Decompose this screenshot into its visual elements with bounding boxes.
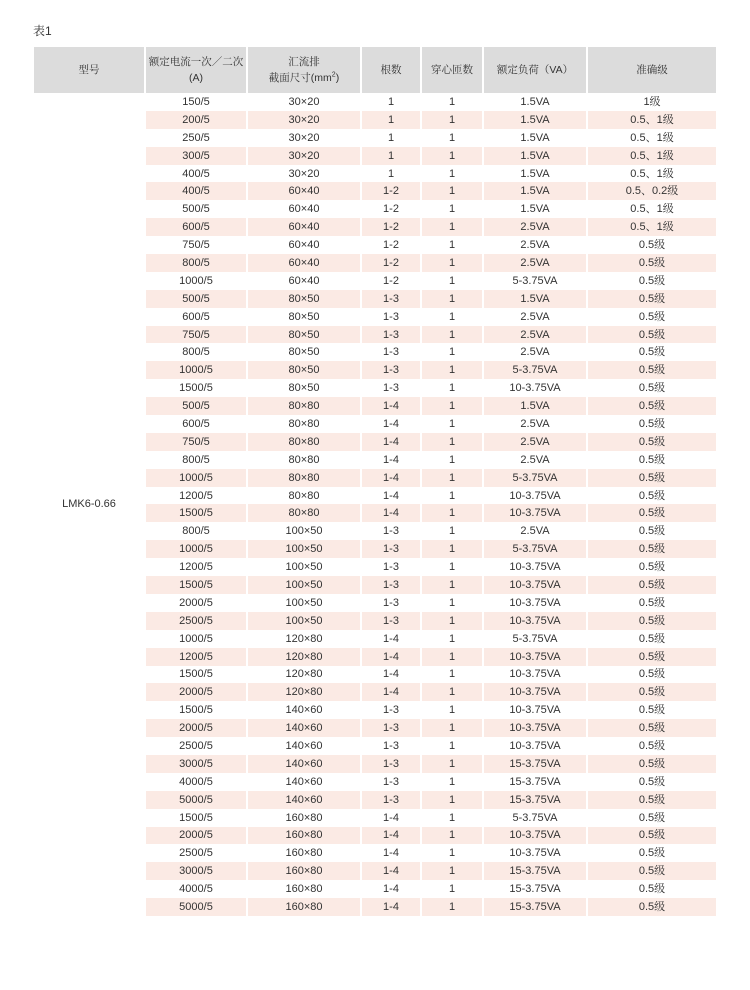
cell-accuracy-class: 0.5级 <box>588 844 716 862</box>
cell-rated-load: 15-3.75VA <box>484 898 588 916</box>
cell-count: 1-3 <box>362 326 422 344</box>
cell-accuracy-class: 0.5级 <box>588 397 716 415</box>
cell-busbar-size: 80×80 <box>248 433 362 451</box>
cell-busbar-size: 160×80 <box>248 809 362 827</box>
cell-busbar-size: 100×50 <box>248 522 362 540</box>
cell-accuracy-class: 0.5级 <box>588 683 716 701</box>
cell-rated-current: 600/5 <box>146 218 248 236</box>
cell-count: 1-4 <box>362 397 422 415</box>
cell-count: 1 <box>362 147 422 165</box>
cell-accuracy-class: 0.5级 <box>588 361 716 379</box>
cell-busbar-size: 60×40 <box>248 218 362 236</box>
cell-count: 1-3 <box>362 737 422 755</box>
cell-busbar-size: 140×60 <box>248 701 362 719</box>
cell-rated-load: 1.5VA <box>484 165 588 183</box>
cell-rated-current: 2000/5 <box>146 827 248 845</box>
cell-accuracy-class: 0.5级 <box>588 272 716 290</box>
cell-accuracy-class: 0.5级 <box>588 236 716 254</box>
cell-rated-current: 1500/5 <box>146 379 248 397</box>
cell-rated-load: 10-3.75VA <box>484 844 588 862</box>
cell-rated-current: 1000/5 <box>146 272 248 290</box>
cell-rated-current: 750/5 <box>146 236 248 254</box>
cell-rated-current: 2000/5 <box>146 683 248 701</box>
cell-busbar-size: 80×50 <box>248 361 362 379</box>
cell-accuracy-class: 0.5级 <box>588 540 716 558</box>
cell-rated-load: 10-3.75VA <box>484 504 588 522</box>
cell-rated-load: 15-3.75VA <box>484 862 588 880</box>
cell-rated-current: 1500/5 <box>146 666 248 684</box>
cell-busbar-size: 80×80 <box>248 504 362 522</box>
cell-busbar-size: 80×50 <box>248 379 362 397</box>
cell-count: 1 <box>362 111 422 129</box>
cell-count: 1-2 <box>362 236 422 254</box>
cell-accuracy-class: 0.5级 <box>588 827 716 845</box>
cell-turns: 1 <box>422 182 484 200</box>
cell-count: 1-4 <box>362 433 422 451</box>
cell-count: 1-4 <box>362 809 422 827</box>
cell-turns: 1 <box>422 827 484 845</box>
cell-busbar-size: 140×60 <box>248 773 362 791</box>
cell-accuracy-class: 0.5级 <box>588 612 716 630</box>
cell-busbar-size: 80×80 <box>248 451 362 469</box>
header-accuracy-class: 准确级 <box>588 47 716 93</box>
cell-rated-load: 2.5VA <box>484 343 588 361</box>
cell-turns: 1 <box>422 594 484 612</box>
cell-accuracy-class: 0.5、1级 <box>588 129 716 147</box>
cell-busbar-size: 160×80 <box>248 844 362 862</box>
cell-turns: 1 <box>422 719 484 737</box>
cell-busbar-size: 140×60 <box>248 791 362 809</box>
cell-busbar-size: 120×80 <box>248 630 362 648</box>
cell-rated-load: 10-3.75VA <box>484 612 588 630</box>
cell-accuracy-class: 0.5级 <box>588 809 716 827</box>
cell-rated-current: 2500/5 <box>146 844 248 862</box>
cell-count: 1-3 <box>362 343 422 361</box>
cell-turns: 1 <box>422 809 484 827</box>
cell-rated-load: 2.5VA <box>484 522 588 540</box>
cell-rated-load: 1.5VA <box>484 93 588 111</box>
cell-rated-load: 2.5VA <box>484 254 588 272</box>
cell-turns: 1 <box>422 147 484 165</box>
cell-rated-current: 750/5 <box>146 433 248 451</box>
spec-table <box>34 47 716 916</box>
cell-turns: 1 <box>422 898 484 916</box>
cell-turns: 1 <box>422 236 484 254</box>
cell-turns: 1 <box>422 576 484 594</box>
cell-count: 1-3 <box>362 594 422 612</box>
cell-count: 1-3 <box>362 773 422 791</box>
cell-turns: 1 <box>422 129 484 147</box>
cell-busbar-size: 160×80 <box>248 898 362 916</box>
cell-accuracy-class: 0.5级 <box>588 290 716 308</box>
cell-turns: 1 <box>422 737 484 755</box>
cell-busbar-size: 160×80 <box>248 827 362 845</box>
cell-count: 1-4 <box>362 451 422 469</box>
cell-busbar-size: 80×50 <box>248 290 362 308</box>
cell-busbar-size: 30×20 <box>248 165 362 183</box>
cell-turns: 1 <box>422 862 484 880</box>
cell-rated-current: 750/5 <box>146 326 248 344</box>
cell-rated-current: 1200/5 <box>146 648 248 666</box>
cell-accuracy-class: 0.5级 <box>588 504 716 522</box>
cell-busbar-size: 80×80 <box>248 469 362 487</box>
cell-turns: 1 <box>422 844 484 862</box>
cell-turns: 1 <box>422 308 484 326</box>
cell-turns: 1 <box>422 558 484 576</box>
cell-rated-current: 2500/5 <box>146 737 248 755</box>
cell-count: 1-4 <box>362 683 422 701</box>
cell-busbar-size: 30×20 <box>248 111 362 129</box>
cell-rated-load: 5-3.75VA <box>484 361 588 379</box>
header-count: 根数 <box>362 47 422 93</box>
cell-busbar-size: 140×60 <box>248 755 362 773</box>
cell-busbar-size: 60×40 <box>248 254 362 272</box>
cell-turns: 1 <box>422 200 484 218</box>
cell-turns: 1 <box>422 254 484 272</box>
cell-count: 1-3 <box>362 558 422 576</box>
cell-accuracy-class: 0.5级 <box>588 522 716 540</box>
cell-busbar-size: 60×40 <box>248 272 362 290</box>
cell-accuracy-class: 0.5级 <box>588 791 716 809</box>
cell-count: 1-3 <box>362 308 422 326</box>
cell-turns: 1 <box>422 397 484 415</box>
cell-count: 1-3 <box>362 361 422 379</box>
header-rated-load: 额定负荷（VA） <box>484 47 588 93</box>
cell-rated-load: 15-3.75VA <box>484 791 588 809</box>
cell-busbar-size: 60×40 <box>248 200 362 218</box>
cell-turns: 1 <box>422 326 484 344</box>
cell-rated-current: 800/5 <box>146 254 248 272</box>
cell-model: LMK6-0.66 <box>34 93 146 916</box>
cell-turns: 1 <box>422 701 484 719</box>
cell-busbar-size: 160×80 <box>248 880 362 898</box>
cell-accuracy-class: 0.5级 <box>588 648 716 666</box>
cell-accuracy-class: 0.5级 <box>588 737 716 755</box>
cell-count: 1-4 <box>362 880 422 898</box>
cell-count: 1-2 <box>362 218 422 236</box>
cell-rated-current: 500/5 <box>146 397 248 415</box>
cell-accuracy-class: 0.5、1级 <box>588 200 716 218</box>
cell-rated-current: 2000/5 <box>146 719 248 737</box>
cell-accuracy-class: 0.5、1级 <box>588 111 716 129</box>
cell-rated-load: 15-3.75VA <box>484 773 588 791</box>
cell-busbar-size: 30×20 <box>248 129 362 147</box>
cell-accuracy-class: 0.5级 <box>588 308 716 326</box>
cell-rated-load: 2.5VA <box>484 236 588 254</box>
cell-busbar-size: 120×80 <box>248 683 362 701</box>
cell-rated-current: 4000/5 <box>146 880 248 898</box>
cell-rated-load: 1.5VA <box>484 290 588 308</box>
cell-rated-load: 5-3.75VA <box>484 540 588 558</box>
cell-turns: 1 <box>422 612 484 630</box>
cell-accuracy-class: 0.5级 <box>588 415 716 433</box>
cell-rated-current: 1500/5 <box>146 504 248 522</box>
cell-rated-load: 10-3.75VA <box>484 666 588 684</box>
table-header-row <box>34 47 716 93</box>
cell-count: 1 <box>362 93 422 111</box>
cell-busbar-size: 160×80 <box>248 862 362 880</box>
cell-turns: 1 <box>422 361 484 379</box>
cell-busbar-size: 60×40 <box>248 236 362 254</box>
cell-count: 1 <box>362 165 422 183</box>
cell-turns: 1 <box>422 773 484 791</box>
cell-rated-current: 600/5 <box>146 308 248 326</box>
cell-count: 1-2 <box>362 272 422 290</box>
cell-rated-current: 2000/5 <box>146 594 248 612</box>
cell-rated-load: 1.5VA <box>484 129 588 147</box>
cell-rated-load: 10-3.75VA <box>484 827 588 845</box>
cell-accuracy-class: 0.5级 <box>588 666 716 684</box>
cell-turns: 1 <box>422 683 484 701</box>
cell-count: 1-3 <box>362 540 422 558</box>
cell-busbar-size: 120×80 <box>248 648 362 666</box>
cell-turns: 1 <box>422 630 484 648</box>
cell-busbar-size: 80×80 <box>248 397 362 415</box>
cell-turns: 1 <box>422 433 484 451</box>
cell-busbar-size: 100×50 <box>248 540 362 558</box>
cell-rated-current: 2500/5 <box>146 612 248 630</box>
cell-turns: 1 <box>422 469 484 487</box>
cell-rated-load: 10-3.75VA <box>484 737 588 755</box>
cell-turns: 1 <box>422 111 484 129</box>
cell-accuracy-class: 0.5级 <box>588 558 716 576</box>
cell-busbar-size: 30×20 <box>248 93 362 111</box>
cell-accuracy-class: 0.5级 <box>588 862 716 880</box>
cell-count: 1-3 <box>362 522 422 540</box>
cell-count: 1-3 <box>362 612 422 630</box>
cell-rated-current: 1500/5 <box>146 576 248 594</box>
cell-turns: 1 <box>422 93 484 111</box>
cell-busbar-size: 60×40 <box>248 182 362 200</box>
cell-rated-load: 10-3.75VA <box>484 701 588 719</box>
cell-rated-load: 2.5VA <box>484 326 588 344</box>
cell-rated-current: 1500/5 <box>146 701 248 719</box>
cell-count: 1-4 <box>362 487 422 505</box>
cell-busbar-size: 100×50 <box>248 576 362 594</box>
cell-rated-current: 250/5 <box>146 129 248 147</box>
cell-count: 1-4 <box>362 666 422 684</box>
cell-rated-current: 1000/5 <box>146 630 248 648</box>
cell-rated-load: 2.5VA <box>484 433 588 451</box>
cell-count: 1-4 <box>362 862 422 880</box>
cell-accuracy-class: 0.5、1级 <box>588 218 716 236</box>
cell-rated-current: 400/5 <box>146 165 248 183</box>
cell-rated-load: 1.5VA <box>484 182 588 200</box>
cell-count: 1-3 <box>362 755 422 773</box>
cell-accuracy-class: 0.5级 <box>588 576 716 594</box>
cell-count: 1-4 <box>362 630 422 648</box>
cell-accuracy-class: 0.5级 <box>588 755 716 773</box>
cell-count: 1-3 <box>362 379 422 397</box>
cell-turns: 1 <box>422 218 484 236</box>
cell-count: 1-2 <box>362 254 422 272</box>
cell-rated-load: 10-3.75VA <box>484 648 588 666</box>
cell-busbar-size: 140×60 <box>248 737 362 755</box>
cell-rated-current: 500/5 <box>146 200 248 218</box>
cell-count: 1-3 <box>362 791 422 809</box>
cell-accuracy-class: 0.5级 <box>588 630 716 648</box>
cell-turns: 1 <box>422 379 484 397</box>
cell-busbar-size: 80×50 <box>248 308 362 326</box>
cell-count: 1-4 <box>362 844 422 862</box>
cell-rated-load: 10-3.75VA <box>484 558 588 576</box>
cell-count: 1 <box>362 129 422 147</box>
table-row <box>34 93 716 111</box>
cell-busbar-size: 100×50 <box>248 558 362 576</box>
cell-rated-load: 10-3.75VA <box>484 576 588 594</box>
cell-rated-load: 2.5VA <box>484 218 588 236</box>
cell-rated-current: 800/5 <box>146 451 248 469</box>
cell-accuracy-class: 0.5级 <box>588 379 716 397</box>
cell-accuracy-class: 0.5级 <box>588 487 716 505</box>
cell-busbar-size: 140×60 <box>248 719 362 737</box>
cell-rated-current: 200/5 <box>146 111 248 129</box>
cell-accuracy-class: 0.5级 <box>588 451 716 469</box>
cell-turns: 1 <box>422 791 484 809</box>
header-busbar-size: 汇流排 截面尺寸$(mm^2)$ <box>248 47 362 93</box>
cell-accuracy-class: 0.5级 <box>588 898 716 916</box>
cell-busbar-size: 80×50 <box>248 326 362 344</box>
cell-rated-current: 800/5 <box>146 343 248 361</box>
cell-rated-load: 10-3.75VA <box>484 379 588 397</box>
cell-rated-current: 3000/5 <box>146 755 248 773</box>
cell-rated-current: 4000/5 <box>146 773 248 791</box>
cell-rated-current: 1000/5 <box>146 540 248 558</box>
cell-turns: 1 <box>422 755 484 773</box>
cell-rated-current: 1500/5 <box>146 809 248 827</box>
cell-accuracy-class: 0.5级 <box>588 343 716 361</box>
cell-rated-load: 15-3.75VA <box>484 755 588 773</box>
cell-turns: 1 <box>422 451 484 469</box>
cell-rated-current: 1200/5 <box>146 558 248 576</box>
cell-rated-current: 1000/5 <box>146 361 248 379</box>
cell-rated-current: 5000/5 <box>146 898 248 916</box>
cell-rated-current: 800/5 <box>146 522 248 540</box>
cell-rated-load: 5-3.75VA <box>484 272 588 290</box>
cell-turns: 1 <box>422 272 484 290</box>
cell-count: 1-3 <box>362 701 422 719</box>
cell-accuracy-class: 0.5级 <box>588 880 716 898</box>
cell-turns: 1 <box>422 343 484 361</box>
cell-turns: 1 <box>422 522 484 540</box>
header-turns: 穿心匝数 <box>422 47 484 93</box>
cell-busbar-size: 80×80 <box>248 415 362 433</box>
header-model: 型号 <box>34 47 146 93</box>
cell-rated-current: 300/5 <box>146 147 248 165</box>
cell-rated-current: 150/5 <box>146 93 248 111</box>
cell-rated-load: 1.5VA <box>484 200 588 218</box>
cell-turns: 1 <box>422 880 484 898</box>
cell-accuracy-class: 0.5级 <box>588 719 716 737</box>
cell-accuracy-class: 0.5级 <box>588 594 716 612</box>
table-body <box>34 93 716 916</box>
cell-accuracy-class: 0.5、0.2级 <box>588 182 716 200</box>
cell-rated-load: 1.5VA <box>484 111 588 129</box>
cell-count: 1-4 <box>362 648 422 666</box>
cell-busbar-size: 100×50 <box>248 612 362 630</box>
cell-count: 1-3 <box>362 576 422 594</box>
cell-count: 1-4 <box>362 504 422 522</box>
cell-rated-load: 2.5VA <box>484 451 588 469</box>
cell-turns: 1 <box>422 666 484 684</box>
cell-rated-load: 10-3.75VA <box>484 719 588 737</box>
cell-rated-current: 3000/5 <box>146 862 248 880</box>
cell-rated-load: 1.5VA <box>484 397 588 415</box>
cell-rated-load: 5-3.75VA <box>484 809 588 827</box>
cell-count: 1-4 <box>362 898 422 916</box>
cell-rated-load: 10-3.75VA <box>484 487 588 505</box>
cell-rated-load: 15-3.75VA <box>484 880 588 898</box>
cell-rated-load: 5-3.75VA <box>484 630 588 648</box>
cell-turns: 1 <box>422 504 484 522</box>
cell-turns: 1 <box>422 540 484 558</box>
cell-busbar-size: 120×80 <box>248 666 362 684</box>
cell-rated-load: 10-3.75VA <box>484 683 588 701</box>
cell-accuracy-class: 0.5级 <box>588 469 716 487</box>
cell-rated-current: 600/5 <box>146 415 248 433</box>
cell-count: 1-2 <box>362 182 422 200</box>
cell-accuracy-class: 0.5级 <box>588 326 716 344</box>
header-rated-current: 额定电流一次／二次 (A) <box>146 47 248 93</box>
cell-rated-current: 500/5 <box>146 290 248 308</box>
cell-count: 1-3 <box>362 719 422 737</box>
cell-count: 1-4 <box>362 827 422 845</box>
cell-turns: 1 <box>422 290 484 308</box>
cell-accuracy-class: 1级 <box>588 93 716 111</box>
cell-count: 1-4 <box>362 469 422 487</box>
cell-turns: 1 <box>422 415 484 433</box>
cell-turns: 1 <box>422 487 484 505</box>
cell-busbar-size: 30×20 <box>248 147 362 165</box>
cell-accuracy-class: 0.5级 <box>588 773 716 791</box>
cell-rated-load: 2.5VA <box>484 308 588 326</box>
cell-count: 1-4 <box>362 415 422 433</box>
cell-accuracy-class: 0.5、1级 <box>588 165 716 183</box>
cell-accuracy-class: 0.5级 <box>588 701 716 719</box>
cell-busbar-size: 80×80 <box>248 487 362 505</box>
cell-busbar-size: 80×50 <box>248 343 362 361</box>
cell-rated-current: 1200/5 <box>146 487 248 505</box>
cell-rated-load: 5-3.75VA <box>484 469 588 487</box>
cell-turns: 1 <box>422 648 484 666</box>
cell-turns: 1 <box>422 165 484 183</box>
cell-rated-current: 1000/5 <box>146 469 248 487</box>
cell-accuracy-class: 0.5级 <box>588 254 716 272</box>
cell-accuracy-class: 0.5级 <box>588 433 716 451</box>
cell-busbar-size: 100×50 <box>248 594 362 612</box>
cell-rated-load: 10-3.75VA <box>484 594 588 612</box>
cell-rated-load: 2.5VA <box>484 415 588 433</box>
cell-rated-current: 400/5 <box>146 182 248 200</box>
cell-count: 1-2 <box>362 200 422 218</box>
cell-accuracy-class: 0.5、1级 <box>588 147 716 165</box>
cell-rated-current: 5000/5 <box>146 791 248 809</box>
table-caption: 表1 <box>33 24 52 38</box>
cell-count: 1-3 <box>362 290 422 308</box>
cell-rated-load: 1.5VA <box>484 147 588 165</box>
